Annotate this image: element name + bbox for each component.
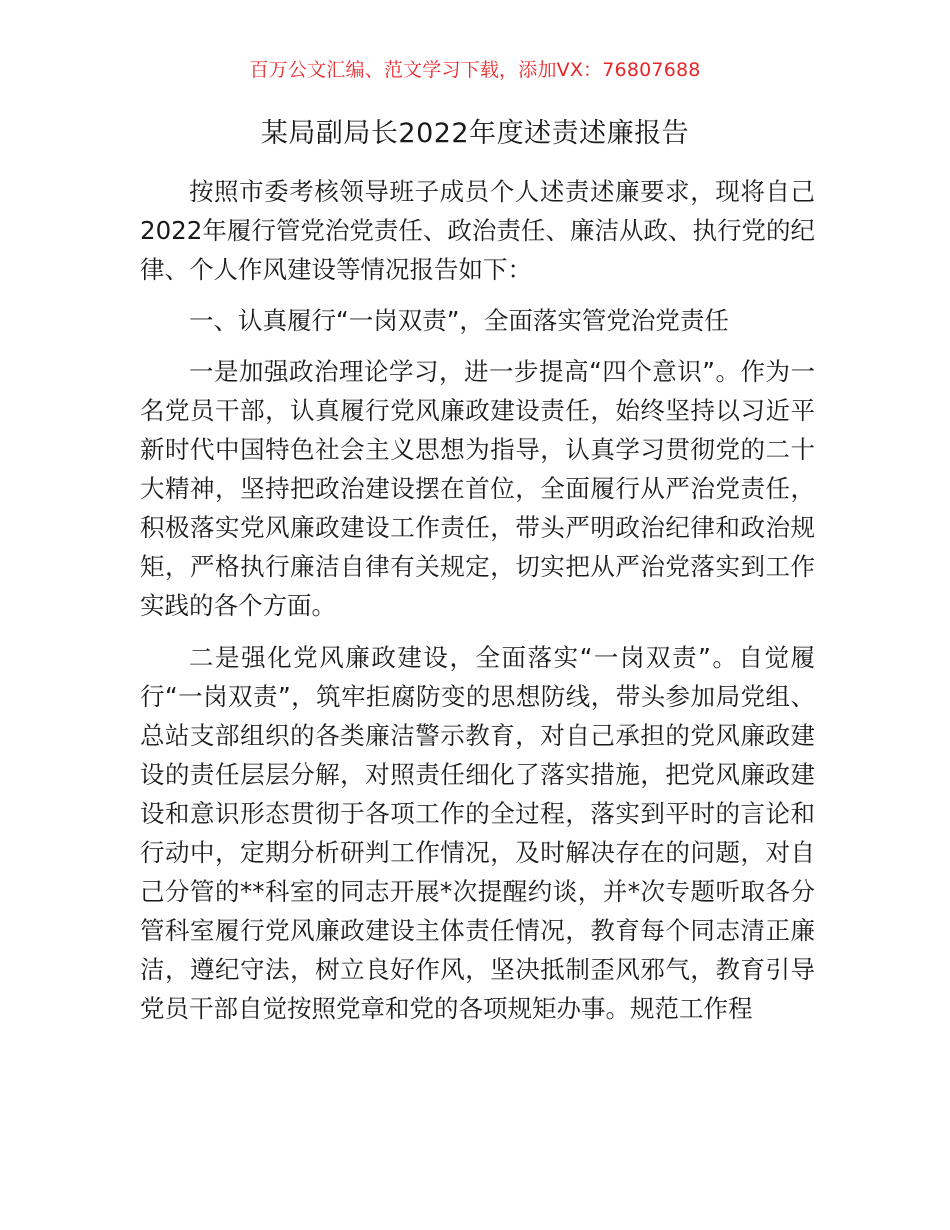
intro-paragraph: 按照市委考核领导班子成员个人述责述廉要求，现将自己2022年履行管党治党责任、政治责任、廉洁从政、执行党的纪律、个人作风建设等情况报告如下：: [140, 177, 815, 284]
document-body: [140, 172, 815, 1028]
document-title: 某局副局长2022年度述责述廉报告: [260, 118, 690, 149]
section-heading-1: 一、认真履行“一岗双责”，全面落实管党治党责任: [189, 306, 729, 335]
body-paragraph-1: 一是加强政治理论学习，进一步提高“四个意识”。作为一名党员干部，认真履行党风廉政建设责任，始终坚持以习近平新时代中国特色社会主义思想为指导，认真学习贯彻党的二十大精神，坚持把政治建设摆在首位，全面履行从严治党责任，积极落实党风廉政建设工作责任，带头严明政治纪律和政治规矩，严格执行廉洁自律有关规定，切实把从严治党落实到工作实践的各个方面。: [140, 357, 815, 620]
body-paragraph-2: 二是强化党风廉政建设，全面落实“一岗双责”。自觉履行“一岗双责”，筑牢拒腐防变的思想防线，带头参加局党组、总站支部组织的各类廉洁警示教育，对自己承担的党风廉政建设的责任层层分解，对照责任细化了落实措施，把党风廉政建设和意识形态贯彻于各项工作的全过程，落实到平时的言论和行动中，定期分析研判工作情况，及时解决存在的问题，对自己分管的**科室的同志开展*次提醒约谈，并*次专题听取各分管科室履行党风廉政建设主体责任情况，教育每个同志清正廉洁，遵纪守法，树立良好作风，坚决抵制歪风邪气，教育引导党员干部自觉按照党章和党的各项规矩办事。规范工作程: [140, 643, 815, 1023]
watermark-banner: 百万公文汇编、范文学习下载，添加VX：76807688: [249, 59, 701, 81]
